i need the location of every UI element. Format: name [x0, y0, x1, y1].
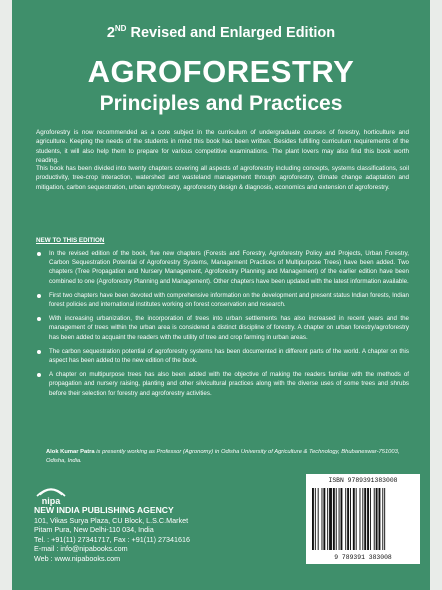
- description-paragraph: This book has been divided into twenty chapters covering all aspects of agroforestry including concepts, systems classifications, soil productivity, tree-crop interaction, watershed and wasteland management through agroforestry, climate change adaptation and mitigation, carbon sequestration, urban agroforestry, agroforestry design & diagnosis, economics and extension of agroforestry.: [36, 165, 409, 191]
- barcode-bar: [345, 488, 346, 550]
- barcode-bar: [376, 488, 378, 550]
- book-subtitle: Principles and Practices: [99, 92, 343, 115]
- barcode-bar: [315, 488, 316, 550]
- publisher-block: [34, 506, 274, 564]
- nipa-logo-icon: [34, 484, 68, 506]
- barcode-bar: [333, 488, 335, 550]
- barcode-bar: [312, 488, 314, 550]
- barcode-bar: [384, 488, 385, 550]
- bullet-icon: [37, 252, 41, 256]
- edition-superscript: ND: [114, 24, 127, 33]
- barcode-bar: [318, 488, 319, 550]
- back-cover: [12, 0, 430, 590]
- isbn-barcode: [306, 474, 420, 564]
- bullet-icon: [37, 373, 41, 377]
- publisher-phone: Tel. : +91(11) 27341717, Fax : +91(11) 27341616: [34, 534, 190, 544]
- barcode-bar: [341, 488, 343, 550]
- new-edition-list: [36, 249, 409, 403]
- publisher-name: NEW INDIA PUBLISHING AGENCY: [34, 505, 174, 515]
- barcode-bar: [347, 488, 349, 550]
- publisher-address-line: 101, Vikas Surya Plaza, CU Block, L.S.C.Market: [34, 515, 189, 525]
- list-item-text: The carbon sequestration potential of agroforestry systems has been documented in different parts of the world. A chapter on this aspect has been added to the new edition of the book.: [49, 347, 409, 365]
- bullet-icon: [37, 350, 41, 354]
- new-edition-label: NEW TO THIS EDITION: [36, 237, 105, 244]
- barcode-bar: [362, 488, 363, 550]
- barcode-number: 9 789391 383008: [334, 554, 392, 561]
- barcode-bar: [370, 488, 371, 550]
- author-note: [46, 448, 408, 465]
- isbn-label: ISBN 9789391383008: [328, 477, 398, 484]
- list-item: [36, 291, 409, 309]
- barcode-bar: [367, 488, 369, 550]
- barcode-bar: [322, 488, 323, 550]
- barcode-bar: [356, 488, 357, 550]
- barcode-bar: [382, 488, 383, 550]
- barcode-bar: [350, 488, 351, 550]
- barcode-bar: [374, 488, 375, 550]
- logo-text: nipa: [41, 496, 61, 506]
- publisher-web: Web : www.nipabooks.com: [34, 553, 121, 563]
- description-paragraph: Agroforestry is now recommended as a core subject in the curriculum of undergraduate courses of forestry, horticulture and agriculture. Keeping the needs of the students in mind this book has been written. Besides fulfilling curriculum requirements of the students, it will also help them to prepare for various competitive examinations. The plant lovers may also find this book worth reading.: [36, 129, 409, 164]
- bullet-icon: [37, 317, 41, 321]
- publisher-email: E-mail : info@nipabooks.com: [34, 544, 128, 554]
- list-item-text: In the revised edition of the book, five new chapters (Forests and Forestry, Agroforestry Policy and Projects, Urban Forestry, Carbon Sequestration Potential of Agroforestry Systems, Management Practices of Multipurpose Trees) have been added. Two chapters (Tree Propagation and Nursery Management, Agroforestry Planning and Management) of the earlier edition have been combined to one (Agroforestry Planning and Management). Other chapters have been updated with the latest information available.: [49, 250, 409, 285]
- barcode-bar: [360, 488, 361, 550]
- barcode-bar: [353, 488, 355, 550]
- edition-heading: [12, 24, 430, 41]
- list-item-text: With increasing urbanization, the incorporation of trees into urban settlements has also increased in recent years and the management of trees within the urban area is considered a distinct discipline of forestry. A chapter on urban forestry/agroforestry has been added to acquaint the readers with the utility of tree and crop farming in urban areas.: [49, 315, 409, 341]
- list-item: [36, 347, 409, 365]
- barcode-bar: [379, 488, 381, 550]
- edition-text: Revised and Enlarged Edition: [130, 24, 336, 41]
- barcode-bar: [329, 488, 332, 550]
- barcode-bar: [339, 488, 340, 550]
- barcode-bar: [336, 488, 337, 550]
- edition-number: 2: [106, 24, 115, 41]
- list-item-text: First two chapters have been devoted with comprehensive information on the development and present status Indian forests, Indian forest policies and international institutes working on forest conservation and research.: [49, 291, 409, 309]
- bullet-icon: [37, 294, 41, 298]
- barcode-bars-icon: [310, 488, 416, 550]
- list-item-text: A chapter on multipurpose trees has also been added with the objective of making the readers familiar with the methods of propagation and nursery raising, planting and other silvicultural practices along with the diverse uses of some trees and shrubs before their selection for forestry and agroforestry activities.: [49, 371, 409, 397]
- author-description: is presently working as Professor (Agronomy) in Odisha University of Agriculture & Technology, Bhubaneswar-751003, Odisha, India.: [46, 449, 400, 464]
- list-item: [36, 370, 409, 398]
- book-title: AGROFORESTRY: [87, 54, 355, 89]
- barcode-bar: [327, 488, 328, 550]
- barcode-bar: [323, 488, 325, 550]
- author-name: Alok Kumar Patra: [46, 449, 95, 455]
- list-item: [36, 314, 409, 342]
- list-item: [36, 249, 409, 286]
- publisher-address-line: Pitam Pura, New Delhi-110 034, India: [34, 525, 154, 535]
- barcode-bar: [364, 488, 366, 550]
